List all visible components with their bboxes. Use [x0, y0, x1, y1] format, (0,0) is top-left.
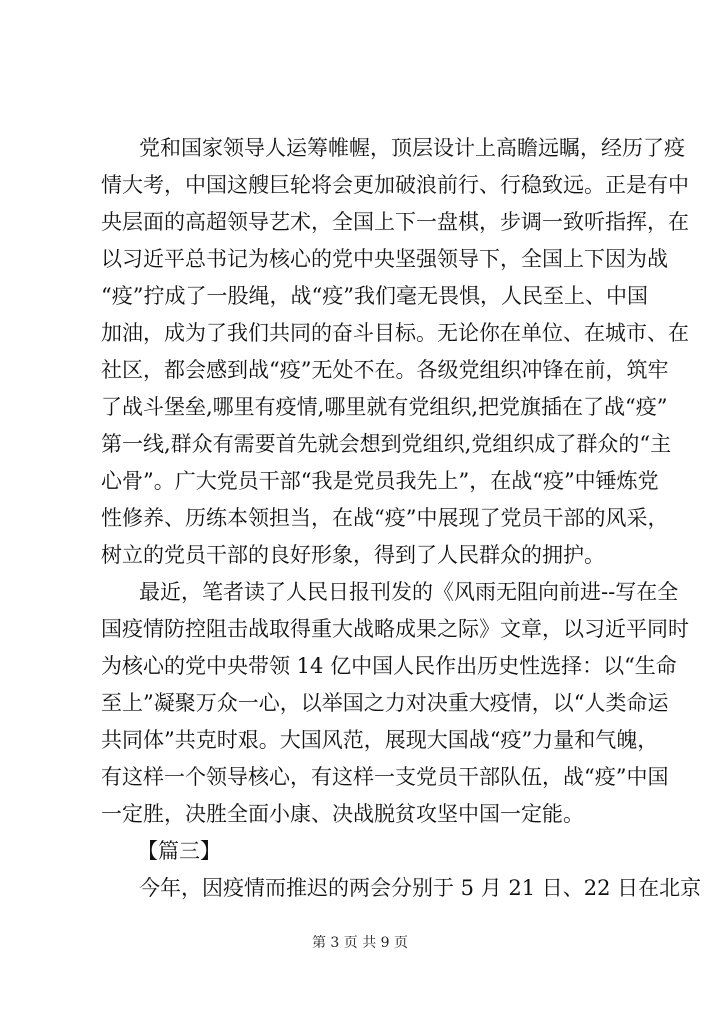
paragraph-3-line-1: 今年，因疫情而推迟的两会分别于 5 月 21 日、22 日在北京: [139, 876, 702, 900]
paragraph-1-line-2: 情大考，中国这艘巨轮将会更加破浪前行、行稳致远。正是有中: [101, 173, 689, 197]
paragraph-1-line-8: 了战斗堡垒,哪里有疫情,哪里就有党组织,把党旗插在了战“疫”: [101, 395, 668, 419]
paragraph-1-line-9: 第一线,群众有需要首先就会想到党组织,党组织成了群众的“主: [101, 432, 672, 456]
page-number-footer: 第 3 页 共 9 页: [311, 935, 409, 951]
section-heading: 【篇三】: [137, 839, 221, 863]
paragraph-1-line-7: 社区，都会感到战“疫”无处不在。各级党组织冲锋在前，筑牢: [101, 358, 669, 382]
paragraph-2-line-4: 至上”凝聚万众一心，以举国之力对决重大疫情，以“人类命运: [101, 691, 669, 715]
paragraph-1-line-1: 党和国家领导人运筹帷幄，顶层设计上高瞻远瞩，经历了疫: [139, 136, 685, 160]
paragraph-2-line-6: 有这样一个领导核心，有这样一支党员干部队伍，战“疫”中国: [101, 765, 669, 789]
paragraph-1-line-5: “疫”拧成了一股绳，战“疫”我们毫无畏惧，人民至上、中国: [101, 284, 648, 308]
paragraph-1-line-11: 性修养、历练本领担当，在战“疫”中展现了党员干部的风采，: [101, 506, 669, 530]
paragraph-2-line-7: 一定胜，决胜全面小康、决战脱贫攻坚中国一定能。: [101, 802, 584, 826]
paragraph-1-line-12: 树立的党员干部的良好形象，得到了人民群众的拥护。: [101, 543, 605, 567]
paragraph-2-line-2: 国疫情防控阻击战取得重大战略成果之际》文章，以习近平同时: [101, 617, 689, 641]
paragraph-2-line-5: 共同体”共克时艰。大国风范，展现大国战“疫”力量和气魄，: [101, 728, 659, 752]
paragraph-1-line-6: 加油，成为了我们共同的奋斗目标。无论你在单位、在城市、在: [101, 321, 689, 345]
paragraph-1-line-4: 以习近平总书记为核心的党中央坚强领导下，全国上下因为战: [101, 247, 668, 271]
paragraph-2-line-3: 为核心的党中央带领 14 亿中国人民作出历史性选择：以“生命: [101, 654, 677, 678]
paragraph-1-line-3: 央层面的高超领导艺术，全国上下一盘棋，步调一致听指挥，在: [101, 210, 689, 234]
paragraph-2-line-1: 最近，笔者读了人民日报刊发的《风雨无阻向前进--写在全: [139, 580, 679, 604]
paragraph-1-line-10: 心骨”。广大党员干部“我是党员我先上”，在战“疫”中锤炼党: [101, 469, 659, 493]
